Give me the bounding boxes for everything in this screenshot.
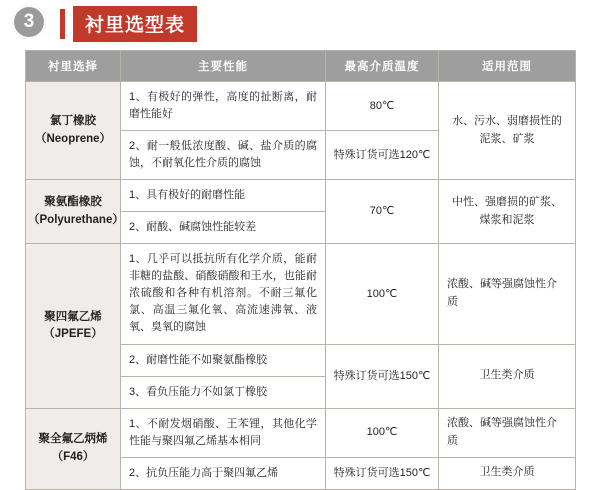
material-name-line2: （Neoprene） — [34, 132, 112, 145]
temperature-cell: 100℃ — [326, 408, 439, 457]
table-header-row — [26, 51, 576, 82]
performance-cell: 1、有极好的弹性，高度的扯断离，耐磨性能好 — [121, 82, 326, 131]
table-row — [26, 244, 576, 344]
temperature-cell: 特殊订货可选150℃ — [326, 457, 439, 489]
application-cell: 水、污水、弱磨损性的泥浆、矿浆 — [439, 82, 576, 180]
material-name-line2: （JPEFE） — [43, 327, 103, 340]
lining-selection-table — [25, 50, 576, 490]
section-badge-number: 3 — [23, 11, 35, 32]
col-header-application: 适用范围 — [439, 51, 576, 82]
temperature-cell: 80℃ — [326, 82, 439, 131]
material-name-line1: 聚氨酯橡胶 — [44, 196, 102, 209]
performance-cell: 2、抗负压能力高于聚四氟乙烯 — [121, 457, 326, 489]
title-wrap — [60, 6, 197, 42]
page-title: 衬里选型表 — [73, 6, 197, 42]
material-name-line2: （Polyurethane） — [28, 213, 124, 226]
material-name-line1: 氯丁橡胶 — [50, 115, 96, 128]
table-row — [26, 408, 576, 457]
performance-cell: 1、具有极好的耐磨性能 — [121, 180, 326, 212]
material-name-line1: 聚全氟乙炳烯 — [38, 433, 108, 446]
temperature-cell: 100℃ — [326, 244, 439, 344]
col-header-performance: 主要性能 — [121, 51, 326, 82]
application-cell: 卫生类介质 — [439, 457, 576, 489]
col-header-lining: 衬里选择 — [26, 51, 121, 82]
material-name-line2: （F46） — [51, 450, 95, 463]
performance-cell: 1、不耐发烟硝酸、王苯锂，其他化学性能与聚四氟乙烯基本相同 — [121, 408, 326, 457]
page-header — [0, 0, 600, 46]
temperature-cell: 70℃ — [326, 180, 439, 244]
application-cell: 中性、强磨损的矿浆、煤浆和泥浆 — [439, 180, 576, 244]
table-row — [26, 82, 576, 131]
application-cell: 浓酸、碱等强腐蚀性介质 — [439, 244, 576, 344]
application-cell: 卫生类介质 — [439, 344, 576, 408]
material-name-f46 — [26, 408, 121, 489]
col-header-max-temp: 最高介质温度 — [326, 51, 439, 82]
performance-cell: 3、看负压能力不如氯丁橡胶 — [121, 376, 326, 408]
application-cell: 浓酸、碱等强腐蚀性介质 — [439, 408, 576, 457]
performance-cell: 2、耐酸、碱腐蚀性能较差 — [121, 212, 326, 244]
performance-cell: 2、耐磨性能不如聚氨酯橡胶 — [121, 344, 326, 376]
temperature-cell: 特殊订货可选120℃ — [326, 131, 439, 180]
temperature-cell: 特殊订货可选150℃ — [326, 344, 439, 408]
material-name-polyurethane — [26, 180, 124, 244]
performance-cell: 2、耐一般低浓度酸、碱、盐介质的腐蚀，不耐氧化性介质的腐蚀 — [121, 131, 326, 180]
material-name-line1: 聚四氟乙烯 — [44, 310, 102, 323]
performance-cell: 1、几乎可以抵抗所有化学介质，能耐非糖的盐酸、硝酸硝酸和王水，也能耐浓硫酸和各种有机溶剂。不耐三氟化氯、高温三氟化氧、高流速沸氧、液氧、臭氧的腐蚀 — [121, 244, 326, 344]
table-row — [26, 180, 576, 212]
section-badge — [12, 5, 46, 39]
title-accent-bar — [60, 9, 65, 39]
material-name-jpefe — [26, 244, 121, 408]
material-name-neoprene — [26, 82, 121, 180]
